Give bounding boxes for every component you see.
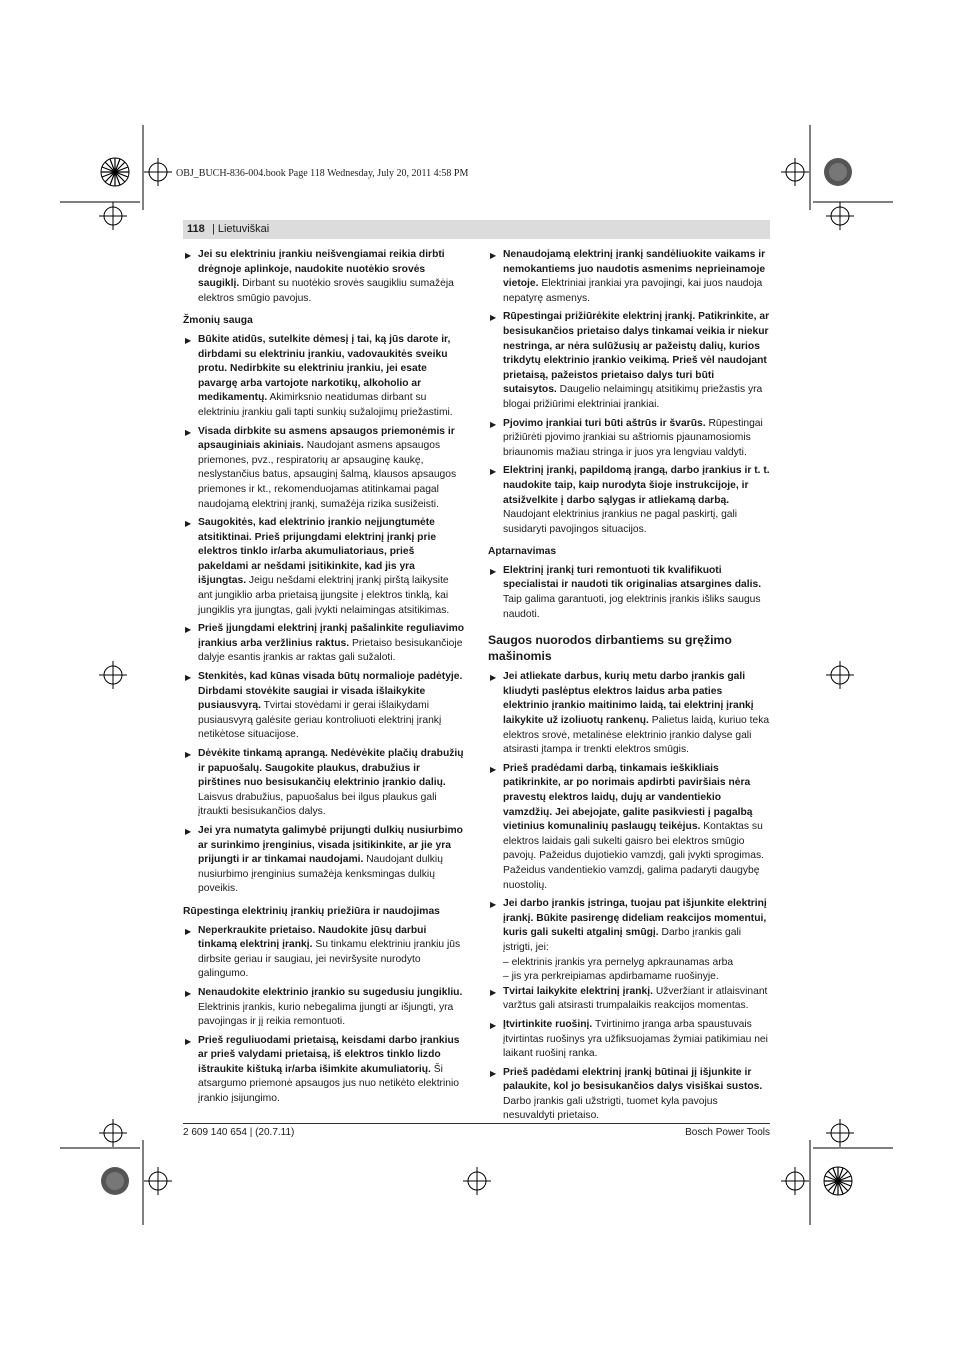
safety-item-emphasis: Jei atliekate darbus, kurių metu darbo įrankis gali kliudyti paslėptus elektros laidus arba paties elektrinio įrankio maitinimo laidą, tai elektrinį įrankį laikykite už izoliuotų rankenų.: [503, 671, 754, 727]
bullet-arrow-icon: ▶: [490, 467, 497, 477]
safety-item: [488, 464, 770, 537]
safety-item: [183, 622, 465, 666]
safety-item: [183, 425, 465, 513]
footer-doc-number: 2 609 140 654 | (20.7.11): [183, 1127, 295, 1138]
safety-item-emphasis: Prieš pradėdami darbą, tinkamais ieškikliais patikrinkite, ar po norimais apdirbti paviršiais nėra pravestų elektros laidų, dujų ar vandentiekio vamzdžių. Jei abejojate, galite pasikviesti į pagalbą vietinius komunalinių paslaugų teikėjus.: [503, 762, 753, 833]
safety-item-emphasis: Elektrinį įrankį, papildomą įrangą, darbo įrankius ir t. t. naudokite taip, kaip nurodyta šioje instrukcijoje, ir atsižvelkite į darbo sąlygas ir atliekamą darbą.: [503, 465, 770, 506]
bullet-arrow-icon: ▶: [490, 1068, 497, 1078]
bullet-arrow-icon: ▶: [185, 988, 192, 998]
safety-item-text: Taip galima garantuoti, jog elektrinis įrankis išliks saugus naudoti.: [503, 594, 761, 620]
bullet-arrow-icon: ▶: [490, 1020, 497, 1030]
safety-item: [183, 747, 465, 820]
safety-item-text: Tvirtai stovėdami ir gerai išlaikydami pusiausvyrą galėsite geriau kontroliuoti elektrinį įrankį netikėtose situacijose.: [198, 700, 442, 741]
safety-item-emphasis: Pjovimo įrankiai turi būti aštrūs ir švarūs.: [503, 417, 706, 429]
safety-item-text: Jeigu nešdami elektrinį įrankį pirštą laikysite ant jungiklio arba prietaisą įjungsite į elektros tinklą, kai jungiklis yra įjungtas, gali įvykti nelaimingas atsitikimas.: [198, 575, 450, 616]
safety-item-emphasis: Tvirtai laikykite elektrinį įrankį.: [503, 985, 653, 997]
safety-item-text: Darbo įrankis gali įstrigti, jei:: [503, 927, 742, 953]
safety-item-text: Kontaktas su elektros laidais gali sukelti gaisro bei elektros smūgio pavojų. Pažeidus dujotiekio vamzdį, gali įvykti sprogimas. Pažeidus vandentiekio vamzdį, galima padaryti daugybę nuostolių.: [503, 821, 764, 891]
safety-item: [183, 1034, 465, 1107]
safety-item-emphasis: Prieš reguliuodami prietaisą, keisdami darbo įrankius ar prieš valydami prietaisą, iš elektros tinklo lizdo ištraukite kištuką ir/arba išimkite akumuliatorių.: [198, 1034, 460, 1075]
bullet-arrow-icon: ▶: [185, 750, 192, 759]
safety-item: [488, 1018, 770, 1062]
safety-item: [183, 986, 465, 1030]
bullet-arrow-icon: ▶: [490, 987, 497, 997]
print-info: OBJ_BUCH-836-004.book Page 118 Wednesday, July 20, 2011 4:58 PM: [176, 168, 469, 179]
safety-item-text: Tvirtinimo įranga arba spaustuvais įtvirtintas ruošinys yra užfiksuojamas žymiai patikimiau nei laikant ruošinį ranka.: [503, 1018, 768, 1060]
safety-item-text: Prietaiso besisukančioje dalyje esantis įrankis ar raktas gali sužaloti.: [198, 637, 463, 664]
dash-list-item: – jis yra perkreipiamas apdirbamame ruošinyje.: [503, 971, 719, 983]
subsection-heading: Žmonių sauga: [183, 315, 253, 327]
safety-item-emphasis: Prieš padėdami elektrinį įrankį būtinai jį išjunkite ir palaukite, kol jo besisukančios dalys visiškai sustos.: [503, 1066, 763, 1093]
safety-item: [183, 516, 465, 618]
bullet-arrow-icon: ▶: [185, 926, 192, 936]
safety-item-emphasis: Jei yra numatyta galimybė prijungti dulkių nusiurbimo ar surinkimo įrenginius, visada įsitikinkite, ar jie yra prijungti ir ar tinkamai naudojami.: [198, 824, 463, 866]
language-label: | Lietuviškai: [212, 223, 269, 235]
safety-item: [488, 417, 770, 461]
bullet-arrow-icon: ▶: [490, 566, 497, 576]
safety-item-text: Užveržiant ir atlaisvinant varžtus gali atsirasti trumpalaikis reakcijos momentas.: [503, 985, 768, 1012]
bullet-arrow-icon: ▶: [185, 251, 192, 260]
safety-item-emphasis: Stenkitės, kad kūnas visada būtų normalioje padėtyje. Dirbdami stovėkite saugiai ir visada išlaikykite pusiausvyrą.: [198, 671, 463, 712]
page-number: 118: [187, 223, 205, 235]
safety-item-text: Daugelio nelaimingų atsitikimų priežastis yra blogai prižiūrimi elektriniai įrankiai.: [503, 384, 763, 410]
safety-item-emphasis: Prieš įjungdami elektrinį įrankį pašalinkite reguliavimo įrankius arba veržlinius raktus.: [198, 623, 465, 649]
footer-brand: Bosch Power Tools: [685, 1127, 770, 1138]
safety-item: [488, 248, 770, 306]
right-column: [488, 248, 770, 1128]
safety-item-text: Naudojant asmens apsaugos priemones, pvz., respiratorių ar apsauginę kaukę, neslystančius batus, apsauginį šalmą, klausos apsaugos priemones ir kt., rekomenduojamas atitinkamai pagal naudojamą elektrinį įrankį, sumažėja rizika susižeisti.: [198, 440, 457, 510]
bullet-arrow-icon: ▶: [490, 313, 497, 323]
bullet-arrow-icon: ▶: [490, 673, 497, 683]
safety-item-text: Palietus laidą, kuriuo teka elektros srovė, metalinėse elektrinio įrankio dalyse gali atsirasti įtampa ir trenkti elektros smūgis.: [503, 715, 770, 756]
bullet-arrow-icon: ▶: [185, 519, 192, 529]
dash-list-item: – elektrinis įrankis yra pernelyg apkraunamas arba: [503, 956, 734, 968]
safety-item-text: Naudojant elektrinius įrankius ne pagal paskirtį, gali susidaryti pavojingos situacijos.: [503, 509, 738, 535]
footer-divider: [183, 1123, 770, 1124]
safety-item: [183, 924, 465, 982]
safety-item-emphasis: Visada dirbkite su asmens apsaugos priemonėmis ir apsauginiais akiniais.: [198, 425, 455, 452]
left-column: [183, 248, 465, 1111]
bullet-arrow-icon: ▶: [185, 826, 192, 836]
safety-item-text: Naudojant dulkių nusiurbimo įrenginius sumažėja kenksmingas dulkių poveikis.: [198, 854, 443, 895]
safety-item-text: Dirbant su nuotėkio srovės saugikliu sumažėja elektros smūgio pavojus.: [198, 278, 454, 304]
page-header: [183, 220, 770, 239]
safety-item: [488, 564, 770, 622]
safety-item-emphasis: Neperkraukite prietaiso. Naudokite jūsų darbui tinkamą elektrinį įrankį.: [198, 924, 427, 951]
bullet-arrow-icon: ▶: [185, 1036, 192, 1046]
safety-item-text: Darbo įrankis gali užstrigti, tuomet kyla pavojus nesuvaldyti prietaiso.: [503, 1095, 718, 1122]
bullet-arrow-icon: ▶: [490, 419, 497, 429]
safety-item-text: Rūpestingai prižiūrėti pjovimo įrankiai su aštriomis pjaunamosiomis briaunomis mažiau stringa ir juos yra lengviau valdyti.: [503, 417, 763, 458]
safety-item: [488, 310, 770, 412]
safety-item: [183, 670, 465, 743]
safety-item: [183, 248, 465, 306]
safety-item: [183, 333, 465, 421]
safety-item-emphasis: Nenaudokite elektrinio įrankio su sugedusiu jungikliu.: [198, 986, 463, 998]
safety-item-text: Elektrinis įrankis, kurio nebegalima įjungti ar išjungti, yra pavojingas ir jį reikia remontuoti.: [198, 1001, 454, 1028]
safety-item-text: Ši atsargumo priemonė apsaugos jus nuo netikėto elektrinio įrankio įsijungimo.: [198, 1063, 460, 1105]
safety-item-emphasis: Jei darbo įrankis įstringa, tuojau pat išjunkite elektrinį įrankį. Būkite pasirengę dideliam reakcijos momentui, kuris gali sukelti atgalinį smūgį.: [503, 898, 767, 939]
safety-item: [488, 985, 770, 1014]
bullet-arrow-icon: ▶: [185, 625, 192, 635]
safety-item-text: Elektriniai įrankiai yra pavojingi, kai juos naudoja nepatyrę asmenys.: [503, 278, 763, 304]
safety-item-emphasis: Dėvėkite tinkamą aprangą. Nedėvėkite plačių drabužių ir papuošalų. Saugokite plaukus, drabužius ir pirštines nuo besisukančių elektrinio įrankio dalių.: [198, 748, 464, 789]
safety-item: [488, 762, 770, 893]
safety-item: [488, 1066, 770, 1124]
bullet-arrow-icon: ▶: [490, 251, 497, 260]
safety-item-emphasis: Įtvirtinkite ruošinį.: [503, 1018, 593, 1030]
safety-item-emphasis: Nenaudojamą elektrinį įrankį sandėliuokite vaikams ir nemokantiems juo naudotis asmenims neprieinamoje vietoje.: [503, 249, 766, 290]
safety-item-text: Laisvus drabužius, papuošalus bei ilgus plaukus gali įtraukti besisukančios dalys.: [198, 791, 437, 818]
safety-item-text: Akimirksnio neatidumas dirbant su elektriniu įrankiu gali tapti sunkių sužalojimų priežastimi.: [198, 392, 453, 418]
bullet-arrow-icon: ▶: [490, 900, 497, 910]
safety-item-emphasis: Saugokitės, kad elektrinio įrankio neįjungtumėte atsitiktinai. Prieš prijungdami elektrinį įrankį prie elektros tinklo ir/arba akumuliatoriaus, prieš pakeldami ar nešdami įsitikinkite, kad jis yra išjungtas.: [198, 517, 437, 587]
safety-item-emphasis: Rūpestingai prižiūrėkite elektrinį įrankį. Patikrinkite, ar besisukančios prietaiso dalys tinkamai veikia ir niekur nestringa, ar nėra sulūžusių ar pažeistų dalių, kurios trikdytų elektrinio įrankio veikimą. Prieš vėl naudojant prietaisą, pažeistos prietaiso dalys turi būti sutaisytos.: [503, 311, 770, 396]
safety-item: [183, 824, 465, 897]
bullet-arrow-icon: ▶: [185, 673, 192, 683]
subsection-heading: Aptarnavimas: [488, 546, 557, 558]
safety-item: [488, 897, 770, 955]
safety-item-emphasis: Būkite atidūs, sutelkite dėmesį į tai, ką jūs darote ir, dirbdami su elektriniu įrankiu, vadovaukitės sveiku protu. Nedirbkite su elektriniu įrankiu, jei esate pavargę arba vartojote narkotikų, alkoholio ar medikamentų.: [198, 333, 451, 404]
section-title: Saugos nuorodos dirbantiems su gręžimo mašinomis: [488, 633, 732, 664]
bullet-arrow-icon: ▶: [185, 335, 192, 345]
safety-item-text: Su tinkamu elektriniu įrankiu jūs dirbsite geriau ir saugiau, jei neviršysite nurodyto galingumo.: [198, 939, 461, 980]
safety-item: [488, 670, 770, 758]
safety-item-emphasis: Jei su elektriniu įrankiu neišvengiamai reikia dirbti drėgnoje aplinkoje, naudokite nuotėkio srovės saugiklį.: [198, 249, 445, 290]
subsection-heading: Rūpestinga elektrinių įrankių priežiūra ir naudojimas: [183, 905, 440, 917]
bullet-arrow-icon: ▶: [490, 764, 497, 774]
bullet-arrow-icon: ▶: [185, 427, 192, 437]
safety-item-emphasis: Elektrinį įrankį turi remontuoti tik kvalifikuoti specialistai ir naudoti tik originalias atsargines dalis.: [503, 564, 762, 591]
